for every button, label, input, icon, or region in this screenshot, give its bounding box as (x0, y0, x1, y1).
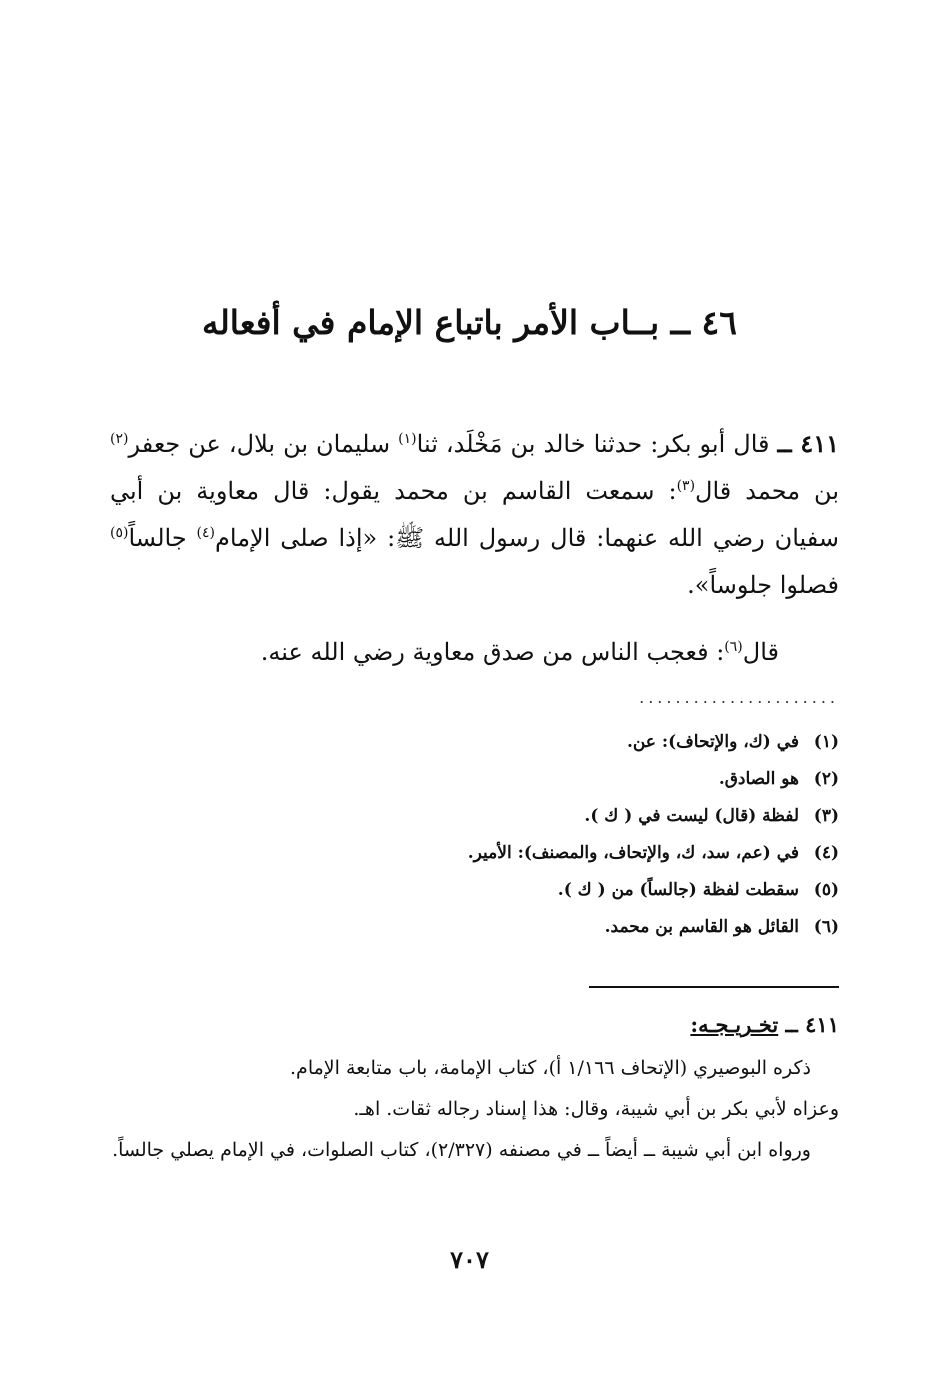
footnote-item (110, 724, 839, 761)
hadith-segment: قال أبو بكر: حدثنا خالد بن مَخْلَد، ثنا (416, 430, 778, 458)
footnote-ref: (٥) (110, 525, 129, 541)
footnote-ref: (١) (398, 431, 417, 447)
takhrij-heading-word: تخـريـجـه: (690, 1012, 779, 1037)
takhrij-heading-number: ٤١١ ــ (778, 1012, 839, 1037)
chapter-title: ٤٦ ــ بــاب الأمر باتباع الإمام في أفعاله (202, 303, 737, 342)
takhrij-heading (690, 1005, 839, 1045)
hadith-segment: سليمان بن بلال، عن جعفر (128, 430, 399, 458)
footnote-item (110, 872, 839, 909)
footnote-text: في (ك، والإتحاف): عن. (626, 732, 799, 752)
footnote-ref: (٤) (196, 525, 216, 541)
footnote-item (110, 909, 839, 946)
comment-text (110, 632, 779, 672)
footnote-text: القائل هو القاسم بن محمد. (604, 917, 799, 937)
takhrij-paragraph: ذكره البوصيري (الإتحاف ١/١٦٦ أ)، كتاب الإمامة، باب متابعة الإمام. (290, 1057, 811, 1079)
footnote-text: سقطت لفظة (جالساً) من ( ك ). (557, 880, 799, 900)
footnote-item (110, 761, 839, 798)
hadith-text (110, 420, 839, 609)
hadith-segment: فصلوا جلوساً». (687, 571, 839, 599)
footnote-text: لفظة (قال) ليست في ( ك ). (584, 806, 799, 826)
hadith-segment: : سمعت القاسم بن محمد يقول: قال معاوية بن أبي سفيان رضي الله عنهما: قال رسول الله ﷺ: «إذا صلى الإمام (110, 477, 840, 552)
footnotes-list (110, 724, 839, 946)
footnote-text: في (عم، سد، ك، والإتحاف، والمصنف): الأمير. (467, 843, 799, 863)
footnote-number: (١) (813, 732, 839, 752)
footnote-number: (٣) (813, 806, 839, 826)
footnote-number: (٦) (813, 917, 839, 937)
footnote-item (110, 798, 839, 835)
takhrij-body (110, 1048, 839, 1171)
page-number: ٧٠٧ (450, 1245, 489, 1274)
hadith-segment: بن محمد قال (695, 477, 840, 505)
takhrij-separator-line (589, 986, 839, 988)
footnote-ref: (٢) (110, 431, 129, 447)
hadith-number: ٤١١ ــ (777, 429, 840, 458)
footnote-ref: (٦) (724, 639, 743, 655)
footnote-ref: (٣) (676, 478, 696, 494)
comment-before: قال (742, 638, 779, 666)
footnote-number: (٤) (813, 843, 839, 863)
footnote-number: (٥) (813, 880, 839, 900)
footnote-number: (٢) (813, 769, 839, 789)
footnote-text: هو الصادق. (718, 769, 799, 789)
takhrij-paragraph: ورواه ابن أبي شيبة ــ أيضاً ــ في مصنفه (٢/٣٢٧)، كتاب الصلوات، في الإمام يصلي جالساً. (112, 1139, 811, 1161)
hadith-segment: جالساً (128, 524, 197, 552)
takhrij-paragraph: وعزاه لأبي بكر بن أبي شيبة، وقال: هذا إسناد رجاله ثقات. اهـ. (353, 1098, 839, 1120)
comment-after: : فعجب الناس من صدق معاوية رضي الله عنه. (260, 638, 725, 666)
footnote-separator-dots: ...................... (639, 688, 839, 706)
footnote-item (110, 835, 839, 872)
